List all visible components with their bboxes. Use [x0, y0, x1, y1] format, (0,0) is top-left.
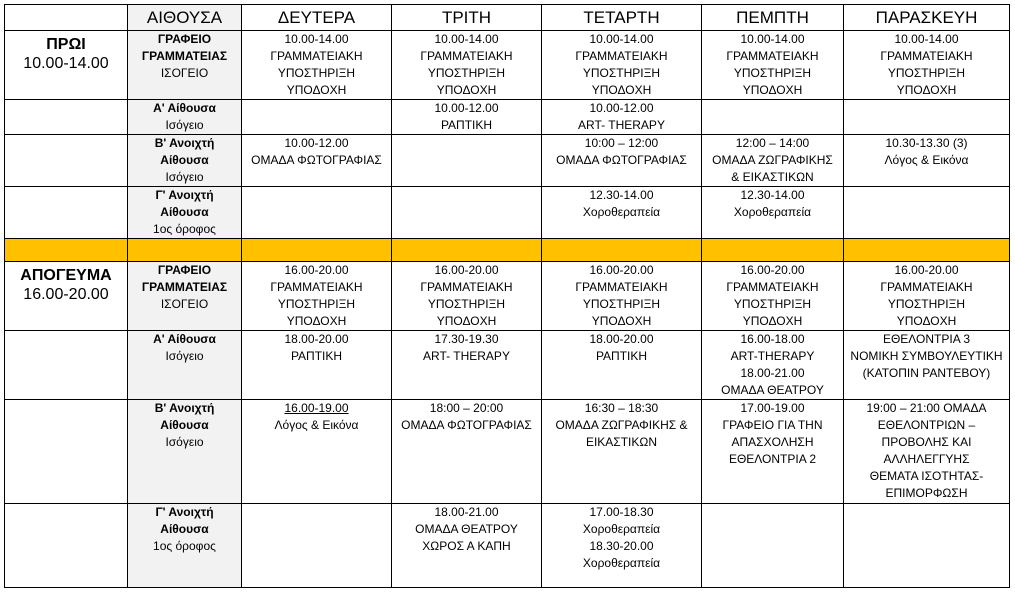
- period-label-empty: [5, 331, 128, 400]
- activity-line: ΝΟΜΙΚΗ ΣΥΜΒΟΥΛΕΥΤΙΚΗ: [850, 349, 1003, 363]
- room-name: Β' Ανοιχτή: [154, 136, 215, 150]
- period-name: ΠΡΩΙ: [46, 36, 86, 53]
- room-name: Αίθουσα: [160, 205, 209, 219]
- activity-cell: [242, 504, 392, 588]
- room-floor: Ισόγειο: [165, 349, 204, 363]
- schedule-table: [4, 4, 1010, 588]
- activity-line: 16.00-19.00: [284, 401, 349, 415]
- room-name: Α' Αίθουσα: [153, 332, 216, 346]
- activity-line: ΓΡΑΜΜΑΤΕΙΑΚΗ: [420, 49, 513, 63]
- activity-line: 10.00-14.00: [434, 32, 499, 46]
- activity-line: ΓΡΑΜΜΑΤΕΙΑΚΗ: [575, 49, 668, 63]
- activity-line: ΥΠΟΔΟΧΗ: [896, 314, 957, 328]
- room-floor: Ισόγειο: [165, 170, 204, 184]
- room-cell: [128, 262, 242, 331]
- activity-line: ΥΠΟΔΟΧΗ: [742, 314, 803, 328]
- activity-cell: [242, 331, 392, 400]
- activity-cell: [844, 331, 1010, 400]
- activity-cell: [844, 504, 1010, 588]
- separator-cell: [844, 239, 1010, 262]
- activity-cell: [702, 135, 844, 187]
- activity-cell: [702, 100, 844, 135]
- activity-line: 16.00-20.00: [894, 263, 959, 277]
- activity-cell: [242, 135, 392, 187]
- activity-cell: [242, 31, 392, 100]
- schedule-row: [5, 135, 1010, 187]
- separator-cell: [392, 239, 542, 262]
- activity-cell: [844, 31, 1010, 100]
- room-name: Α' Αίθουσα: [153, 101, 216, 115]
- header-day-tuesday: ΤΡΙΤΗ: [392, 5, 542, 31]
- activity-line: ΓΡΑΜΜΑΤΕΙΑΚΗ: [880, 280, 973, 294]
- room-name: Β' Ανοιχτή: [154, 401, 215, 415]
- activity-line: ΓΡΑΜΜΑΤΕΙΑΚΗ: [420, 280, 513, 294]
- activity-line: ΟΜΑΔΑ ΘΕΑΤΡΟΥ: [721, 383, 824, 397]
- room-floor: 1ος όροφος: [153, 539, 216, 553]
- activity-line: ART- THERAPY: [578, 118, 665, 132]
- activity-line: ΥΠΟΣΤΗΡΙΞΗ: [582, 66, 661, 80]
- room-cell: [128, 504, 242, 588]
- activity-line: ΥΠΟΔΟΧΗ: [742, 83, 803, 97]
- header-day-friday: ΠΑΡΑΣΚΕΥΗ: [844, 5, 1010, 31]
- activity-line: ΓΡΑΦΕΙΟ ΓΙΑ ΤΗΝ: [722, 418, 823, 432]
- activity-line: ΟΜΑΔΑ ΦΩΤΟΓΡΑΦΙΑΣ: [556, 153, 687, 167]
- activity-line: 16.00-20.00: [284, 263, 349, 277]
- schedule-row: [5, 100, 1010, 135]
- activity-line: ΟΜΑΔΑ ΖΩΓΡΑΦΙΚΗΣ &: [555, 418, 688, 432]
- activity-line: ΥΠΟΣΤΗΡΙΞΗ: [277, 297, 356, 311]
- activity-line: ΥΠΟΣΤΗΡΙΞΗ: [427, 297, 506, 311]
- room-name: ΓΡΑΦΕΙΟ: [157, 32, 212, 46]
- room-floor: 1ος όροφος: [153, 222, 216, 236]
- period-label-empty: [5, 504, 128, 588]
- period-time: 16.00-20.00: [23, 286, 109, 303]
- schedule-row: [5, 331, 1010, 400]
- room-name: Γ' Ανοιχτή: [155, 188, 214, 202]
- activity-line: Χοροθεραπεία: [582, 556, 661, 570]
- room-name: Αίθουσα: [160, 418, 209, 432]
- activity-line: 18.00-21.00: [740, 366, 805, 380]
- separator-cell: [242, 239, 392, 262]
- activity-line: ΥΠΟΣΤΗΡΙΞΗ: [733, 297, 812, 311]
- activity-line: ΑΛΛΗΛΕΓΓΥΗΣ: [883, 452, 970, 466]
- activity-line: 10:00 – 12:00: [584, 136, 659, 150]
- activity-line: 19:00 – 21:00 ΟΜΑΔΑ: [866, 401, 987, 415]
- activity-line: ΟΜΑΔΑ ΦΩΤΟΓΡΑΦΙΑΣ: [401, 418, 532, 432]
- room-floor: Ισόγειο: [165, 435, 204, 449]
- room-cell: [128, 187, 242, 239]
- activity-line: ΡΑΠΤΙΚΗ: [440, 118, 493, 132]
- header-room: ΑΙΘΟΥΣΑ: [128, 5, 242, 31]
- activity-line: 16:30 – 18:30: [584, 401, 659, 415]
- activity-line: ΥΠΟΣΤΗΡΙΞΗ: [582, 297, 661, 311]
- activity-line: 10.00-14.00: [589, 32, 654, 46]
- morning-section: [5, 31, 1010, 239]
- activity-cell: [242, 100, 392, 135]
- activity-line: ART-THERAPY: [730, 349, 815, 363]
- activity-line: ΧΩΡΟΣ Α ΚΑΠΗ: [422, 539, 511, 553]
- afternoon-section: [5, 262, 1010, 588]
- activity-cell: [702, 504, 844, 588]
- period-label-empty: [5, 400, 128, 504]
- period-label-empty: [5, 100, 128, 135]
- room-cell: [128, 400, 242, 504]
- activity-cell: [542, 400, 702, 504]
- room-name: Γ' Ανοιχτή: [155, 505, 214, 519]
- activity-line: 17.00-18.30: [589, 505, 654, 519]
- activity-cell: [702, 331, 844, 400]
- activity-line: 10.00-12.00: [284, 136, 349, 150]
- activity-line: ΑΠΑΣΧΟΛΗΣΗ: [731, 435, 814, 449]
- activity-line: 18:00 – 20:00: [429, 401, 504, 415]
- period-name: ΑΠΟΓΕΥΜΑ: [20, 267, 112, 284]
- activity-cell: [392, 262, 542, 331]
- activity-line: ΥΠΟΔΟΧΗ: [591, 314, 652, 328]
- activity-line: ΥΠΟΔΟΧΗ: [436, 314, 497, 328]
- activity-line: Λόγος & Εικόνα: [884, 153, 969, 167]
- activity-line: 18.00-21.00: [434, 505, 499, 519]
- activity-line: ΓΡΑΜΜΑΤΕΙΑΚΗ: [726, 280, 819, 294]
- period-label-empty: [5, 135, 128, 187]
- activity-line: ΓΡΑΜΜΑΤΕΙΑΚΗ: [726, 49, 819, 63]
- period-separator-row: [5, 239, 1010, 262]
- activity-line: ΓΡΑΜΜΑΤΕΙΑΚΗ: [270, 280, 363, 294]
- activity-line: 10.00-14.00: [894, 32, 959, 46]
- separator-cell: [542, 239, 702, 262]
- activity-line: 10.00-14.00: [740, 32, 805, 46]
- activity-line: 12:00 – 14:00: [735, 136, 810, 150]
- activity-cell: [702, 31, 844, 100]
- activity-cell: [542, 504, 702, 588]
- room-name: Αίθουσα: [160, 153, 209, 167]
- activity-line: ΡΑΠΤΙΚΗ: [290, 349, 343, 363]
- activity-line: Χοροθεραπεία: [582, 522, 661, 536]
- activity-line: ΥΠΟΔΟΧΗ: [591, 83, 652, 97]
- schedule-row: [5, 31, 1010, 100]
- activity-line: ART- THERAPY: [423, 349, 510, 363]
- activity-line: 12.30-14.00: [740, 188, 805, 202]
- activity-line: 18.00-20.00: [284, 332, 349, 346]
- activity-cell: [844, 262, 1010, 331]
- activity-line: 16.00-20.00: [589, 263, 654, 277]
- activity-cell: [542, 135, 702, 187]
- activity-line: ΥΠΟΣΤΗΡΙΞΗ: [277, 66, 356, 80]
- activity-line: ΠΡΟΒΟΛΗΣ ΚΑΙ: [881, 435, 972, 449]
- separator-cell: [5, 239, 128, 262]
- activity-line: (ΚΑΤΟΠΙΝ ΡΑΝΤΕΒΟΥ): [862, 366, 991, 380]
- activity-line: ΥΠΟΣΤΗΡΙΞΗ: [427, 66, 506, 80]
- activity-cell: [242, 187, 392, 239]
- period-label-cell: [5, 31, 128, 100]
- activity-line: ΥΠΟΔΟΧΗ: [896, 83, 957, 97]
- activity-line: ΥΠΟΔΟΧΗ: [286, 314, 347, 328]
- activity-line: ΓΡΑΜΜΑΤΕΙΑΚΗ: [575, 280, 668, 294]
- activity-cell: [542, 331, 702, 400]
- activity-line: 12.30-14.00: [589, 188, 654, 202]
- activity-line: ΕΙΚΑΣΤΙΚΩΝ: [585, 435, 658, 449]
- room-name: ΓΡΑΦΕΙΟ: [157, 263, 212, 277]
- activity-line: 10.00-12.00: [434, 101, 499, 115]
- activity-line: Χοροθεραπεία: [733, 205, 812, 219]
- activity-line: ΟΜΑΔΑ ΦΩΤΟΓΡΑΦΙΑΣ: [251, 153, 382, 167]
- activity-line: ΥΠΟΣΤΗΡΙΞΗ: [887, 297, 966, 311]
- activity-cell: [392, 331, 542, 400]
- activity-line: ΥΠΟΣΤΗΡΙΞΗ: [733, 66, 812, 80]
- activity-cell: [542, 31, 702, 100]
- activity-line: ΥΠΟΔΟΧΗ: [286, 83, 347, 97]
- activity-cell: [242, 400, 392, 504]
- activity-line: ΘΕΜΑΤΑ ΙΣΟΤΗΤΑΣ-: [869, 469, 984, 483]
- header-row: [5, 5, 1010, 31]
- room-cell: [128, 331, 242, 400]
- activity-cell: [392, 504, 542, 588]
- room-name: ΓΡΑΜΜΑΤΕΙΑΣ: [141, 49, 228, 63]
- activity-cell: [542, 187, 702, 239]
- activity-line: & ΕΙΚΑΣΤΙΚΩΝ: [731, 170, 814, 184]
- activity-line: ΓΡΑΜΜΑΤΕΙΑΚΗ: [880, 49, 973, 63]
- schedule-row: [5, 504, 1010, 588]
- activity-cell: [392, 400, 542, 504]
- activity-line: ΕΘΕΛΟΝΤΡΙΩΝ –: [877, 418, 976, 432]
- activity-line: 17.00-19.00: [740, 401, 805, 415]
- activity-line: 18.30-20.00: [589, 539, 654, 553]
- activity-line: 10.00-14.00: [284, 32, 349, 46]
- activity-cell: [392, 187, 542, 239]
- activity-cell: [542, 100, 702, 135]
- room-cell: [128, 100, 242, 135]
- activity-line: ΥΠΟΔΟΧΗ: [436, 83, 497, 97]
- activity-line: Χοροθεραπεία: [582, 205, 661, 219]
- header-day-monday: ΔΕΥΤΕΡΑ: [242, 5, 392, 31]
- activity-cell: [702, 262, 844, 331]
- activity-line: ΡΑΠΤΙΚΗ: [595, 349, 648, 363]
- room-floor: ΙΣΟΓΕΙΟ: [160, 297, 209, 311]
- activity-line: ΕΘΕΛΟΝΤΡΙΑ 3: [882, 332, 971, 346]
- activity-line: Λόγος & Εικόνα: [274, 418, 359, 432]
- activity-cell: [702, 187, 844, 239]
- activity-cell: [392, 135, 542, 187]
- room-name: ΓΡΑΜΜΑΤΕΙΑΣ: [141, 280, 228, 294]
- room-name: Αίθουσα: [160, 522, 209, 536]
- activity-line: 17.30-19.30: [434, 332, 499, 346]
- room-cell: [128, 31, 242, 100]
- schedule-row: [5, 187, 1010, 239]
- activity-cell: [242, 262, 392, 331]
- schedule-row: [5, 262, 1010, 331]
- activity-cell: [542, 262, 702, 331]
- room-floor: ΙΣΟΓΕΙΟ: [160, 66, 209, 80]
- activity-cell: [844, 100, 1010, 135]
- activity-cell: [392, 100, 542, 135]
- activity-line: ΓΡΑΜΜΑΤΕΙΑΚΗ: [270, 49, 363, 63]
- activity-cell: [844, 187, 1010, 239]
- header-empty-cell: [5, 5, 128, 31]
- separator-cell: [702, 239, 844, 262]
- header-day-thursday: ΠΕΜΠΤΗ: [702, 5, 844, 31]
- separator-cell: [128, 239, 242, 262]
- activity-line: ΕΘΕΛΟΝΤΡΙΑ 2: [728, 452, 817, 466]
- activity-line: 16.00-20.00: [434, 263, 499, 277]
- activity-line: ΟΜΑΔΑ ΘΕΑΤΡΟΥ: [415, 522, 518, 536]
- activity-line: ΟΜΑΔΑ ΖΩΓΡΑΦΙΚΗΣ: [712, 153, 833, 167]
- period-label-cell: [5, 262, 128, 331]
- schedule-row: [5, 400, 1010, 504]
- activity-cell: [844, 135, 1010, 187]
- activity-cell: [844, 400, 1010, 504]
- activity-line: 18.00-20.00: [589, 332, 654, 346]
- activity-line: 10.00-12.00: [589, 101, 654, 115]
- period-label-empty: [5, 187, 128, 239]
- activity-line: 10.30-13.30 (3): [885, 136, 968, 150]
- activity-line: 16.00-18.00: [740, 332, 805, 346]
- activity-cell: [702, 400, 844, 504]
- activity-line: ΥΠΟΣΤΗΡΙΞΗ: [887, 66, 966, 80]
- activity-line: ΕΠΙΜΟΡΦΩΣΗ: [885, 486, 968, 500]
- room-floor: Ισόγειο: [165, 118, 204, 132]
- activity-line: 16.00-20.00: [740, 263, 805, 277]
- header-day-wednesday: ΤΕΤΑΡΤΗ: [542, 5, 702, 31]
- period-time: 10.00-14.00: [23, 55, 109, 72]
- room-cell: [128, 135, 242, 187]
- activity-cell: [392, 31, 542, 100]
